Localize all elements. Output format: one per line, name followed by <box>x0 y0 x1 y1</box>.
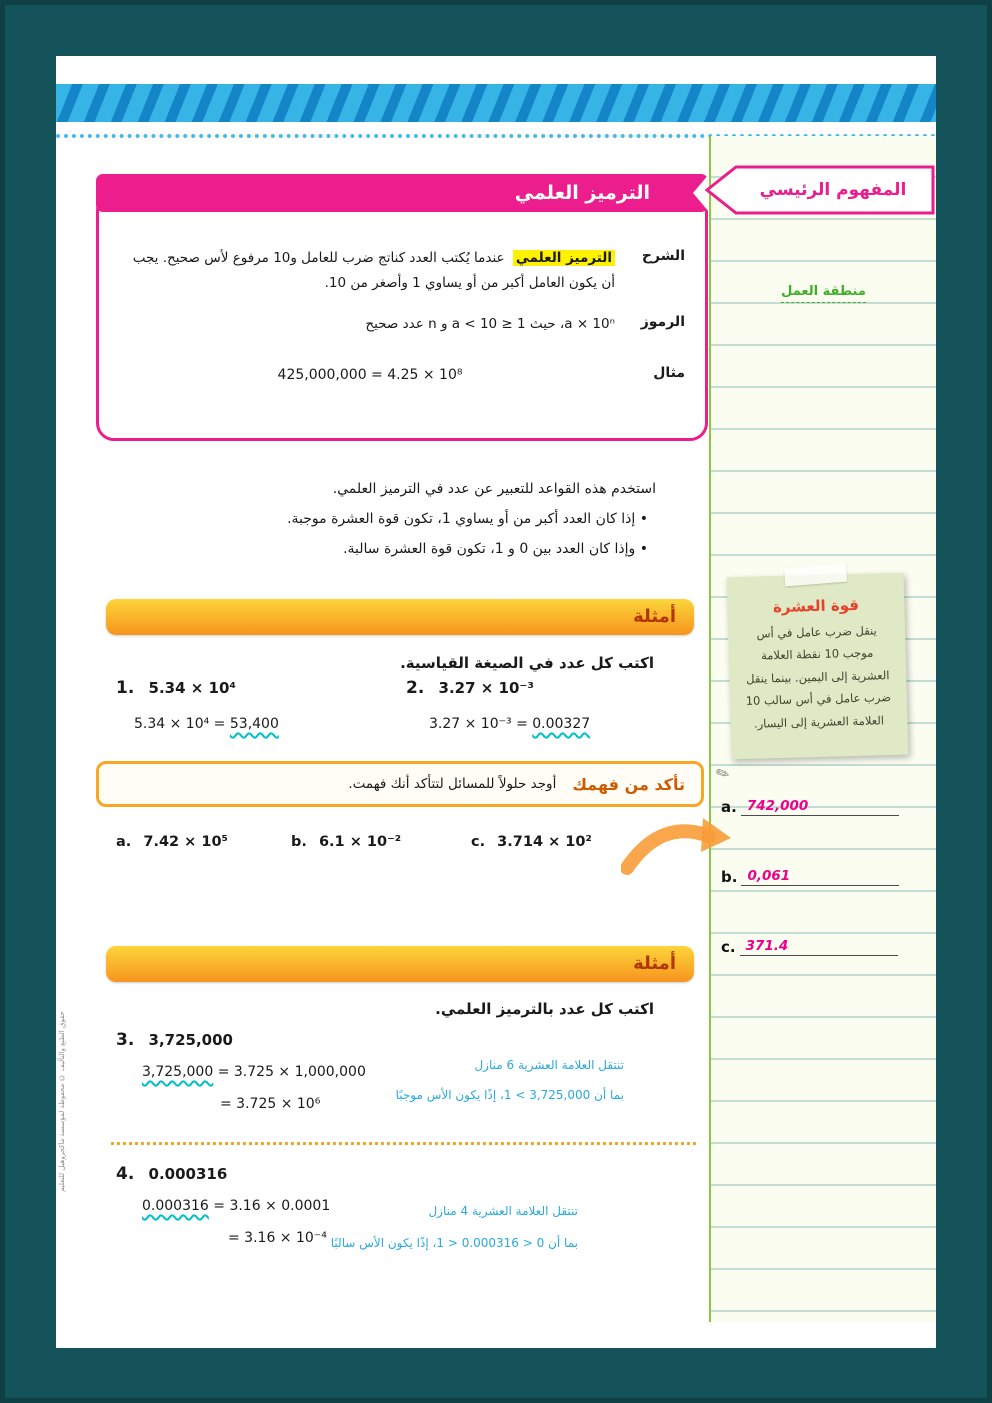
example-2-number: 2. <box>406 678 425 698</box>
answer-letter-b: b. <box>721 868 738 886</box>
rule-negative-power: • وإذا كان العدد بين 0 و 1، تكون قوة العشرة سالبة. <box>343 541 648 558</box>
rule-positive-power: • إذا كان العدد أكبر من أو يساوي 1، تكون قوة العشرة موجبة. <box>287 511 648 528</box>
instruction-standard-form: اكتب كل عدد في الصيغة القياسية. <box>400 654 654 672</box>
example-3-factorization: = 3.725 × 1,000,000 <box>213 1064 366 1080</box>
problem-a-expression: 7.42 × 10⁵ <box>143 834 228 850</box>
answer-letter-a: a. <box>721 798 737 816</box>
example-label: مثال <box>653 364 685 381</box>
example-3-note-sign: بما أن 3,725,000 > 1، إذًا يكون الأس موجبًا <box>395 1088 624 1102</box>
example-2-solution <box>429 716 590 732</box>
explain-content <box>125 246 615 296</box>
definition-row-explain <box>99 246 705 296</box>
definition-row-symbols <box>99 312 705 337</box>
example-3-expression: 3,725,000 <box>148 1031 233 1049</box>
doodle-arrow-icon <box>621 798 733 882</box>
symbols-label: الرموز <box>640 313 685 330</box>
highlighted-term: الترميز العلمي <box>513 250 615 266</box>
answer-line-b <box>721 864 899 886</box>
example-4-solution-line2: = 3.16 × 10⁻⁴ <box>228 1230 327 1246</box>
example-1-expression: 5.34 × 10⁴ <box>148 679 236 697</box>
work-area-label-wrap <box>711 280 936 299</box>
example-1-solution-lhs: 5.34 × 10⁴ = <box>134 716 230 732</box>
example-equation: 425,000,000 = 4.25 × 10⁸ <box>277 366 463 383</box>
example-1-heading <box>116 678 236 698</box>
example-2-heading <box>406 678 534 698</box>
dotted-separator <box>111 1142 696 1145</box>
problem-c <box>471 834 592 850</box>
examples-banner-2: أمثلة <box>106 946 694 982</box>
example-4-factorization: = 3.16 × 0.0001 <box>208 1198 331 1214</box>
problem-a-letter: a. <box>116 834 132 850</box>
example-3-number-underlined: 3,725,000 <box>142 1064 214 1080</box>
sticky-note-text: ينقل ضرب عامل في أس موجب 10 نقطة العلامة العشرية إلى اليمين. بينما ينقل ضرب عامل في أس سالب 10 العلامة العشرية إلى اليسار. <box>745 623 892 731</box>
answer-blank-c[interactable]: 371.4 <box>740 938 898 956</box>
example-4-heading <box>116 1164 227 1184</box>
answer-letter-c: c. <box>721 938 736 956</box>
sticky-note-title: قوة العشرة <box>772 595 860 617</box>
work-area-label: منطقة العمل <box>781 284 866 303</box>
example-4-expression: 0.000316 <box>148 1165 228 1183</box>
definition-row-example <box>99 363 705 389</box>
examples-banner-1: أمثلة <box>106 599 694 635</box>
instruction-scientific-notation: اكتب كل عدد بالترميز العلمي. <box>435 1000 654 1018</box>
example-4-note-sign: بما أن 0 < 0.000316 < 1، إذًا يكون الأس سالبًا <box>330 1236 578 1250</box>
answer-line-a <box>721 794 899 816</box>
rules-intro: استخدم هذه القواعد للتعبير عن عدد في الترميز العلمي. <box>332 481 656 497</box>
problem-c-letter: c. <box>471 834 486 850</box>
rules-paragraph <box>96 474 656 564</box>
answer-blank-a[interactable]: 742,000 <box>741 798 899 816</box>
example-1-number: 1. <box>116 678 135 698</box>
example-3-note-move: تنتقل العلامة العشرية 6 منازل <box>474 1058 624 1072</box>
lesson-title-banner: الترميز العلمي <box>96 174 708 212</box>
symbols-content: a × 10ⁿ، حيث 1 ≤ a < 10 و n عدد صحيح <box>365 315 615 332</box>
example-2-solution-lhs: 3.27 × 10⁻³ = <box>429 716 533 732</box>
example-3-heading <box>116 1030 233 1050</box>
example-3-solution-line2: = 3.725 × 10⁶ <box>220 1096 321 1112</box>
example-2-solution-result: 0.00327 <box>532 716 591 732</box>
answer-blank-b[interactable]: 0,061 <box>741 868 899 886</box>
power-of-ten-sticky-note <box>727 573 909 760</box>
striped-header-band <box>56 84 936 122</box>
example-content <box>125 363 615 389</box>
example-4-number: 4. <box>116 1164 135 1184</box>
problem-a <box>116 834 228 850</box>
answer-line-c <box>721 934 898 956</box>
margin-line <box>709 136 711 1322</box>
check-understanding-box <box>96 761 704 807</box>
example-4-note-move: تنتقل العلامة العشرية 4 منازل <box>428 1204 578 1218</box>
explain-label: الشرح <box>641 248 685 264</box>
problem-c-expression: 3.714 × 10² <box>497 834 592 850</box>
main-concept-tab <box>704 162 936 218</box>
copyright-sidebar-text: حقوق الطبع والتأليف © محفوظة لمؤسسة ماكجروهيل للتعليم <box>58 1011 66 1192</box>
problem-b-letter: b. <box>291 834 307 850</box>
problem-b-expression: 6.1 × 10⁻² <box>318 834 402 850</box>
example-1-solution-result: 53,400 <box>229 716 279 732</box>
example-1-solution <box>134 716 279 732</box>
problem-b <box>291 834 401 850</box>
example-3-number: 3. <box>116 1030 135 1050</box>
pencil-icon: ✎ <box>712 762 733 785</box>
check-understanding-text: أوجد حلولاً للمسائل لتتأكد أنك فهمت. <box>348 776 557 792</box>
check-understanding-label: تأكد من فهمك <box>572 774 685 794</box>
example-4-number-underlined: 0.000316 <box>142 1198 209 1214</box>
explain-text: عندما يُكتب العدد كناتج ضرب للعامل و10 مرفوع لأس صحيح. يجب أن يكون العامل أكبر من أو يساوي 1 وأصغر من 10. <box>132 250 615 291</box>
definition-box <box>96 193 708 441</box>
page-paper <box>56 56 936 1348</box>
example-2-expression: 3.27 × 10⁻³ <box>438 679 534 697</box>
concept-tab-label: المفهوم الرئيسي <box>759 180 907 200</box>
work-column <box>711 136 936 1322</box>
